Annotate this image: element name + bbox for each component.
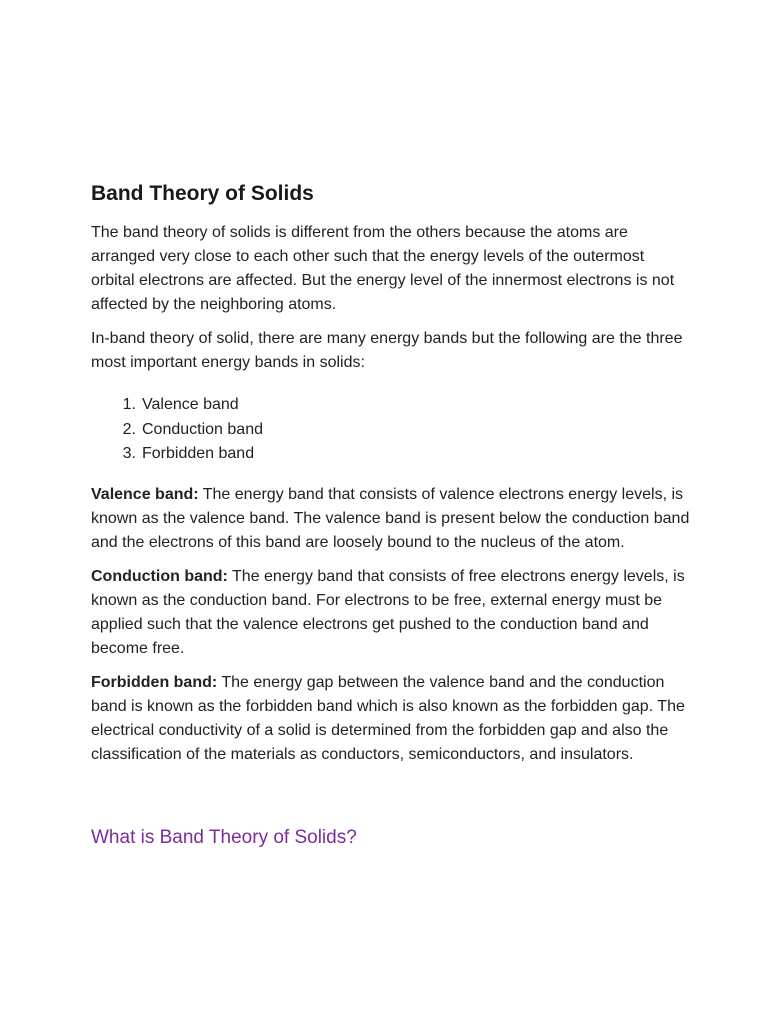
valence-band-definition bbox=[91, 483, 691, 555]
list-item bbox=[91, 442, 691, 467]
list-label: Valence band bbox=[142, 396, 239, 413]
list-number: 3. bbox=[122, 445, 136, 462]
list-number: 1. bbox=[122, 396, 136, 413]
definition-text: The energy band that consists of free electrons energy levels, is known as the conduction band. For electrons to be free, external energy must be applied such that the valence electrons get pushed to the conduction band and become free. bbox=[91, 567, 685, 657]
energy-bands-list bbox=[91, 393, 691, 467]
conduction-band-definition bbox=[91, 565, 691, 661]
intro-paragraph-2: In-band theory of solid, there are many energy bands but the following are the three most important energy bands in solids: bbox=[91, 330, 683, 371]
definition-term: Conduction band: bbox=[91, 567, 228, 585]
definition-text: The energy band that consists of valence electrons energy levels, is known as the valence band. The valence band is present below the conduction band and the electrons of this band are loosely bound to the nucleus of the atom. bbox=[91, 485, 690, 551]
page-title: Band Theory of Solids bbox=[91, 182, 314, 205]
list-item bbox=[91, 393, 691, 418]
list-label: Forbidden band bbox=[142, 445, 255, 462]
list-number: 2. bbox=[122, 420, 136, 438]
definition-term: Valence band: bbox=[91, 485, 199, 503]
list-label: Conduction band bbox=[142, 420, 263, 438]
document-page bbox=[91, 178, 691, 852]
list-item bbox=[91, 418, 691, 443]
definition-text: The energy gap between the valence band and the conduction band is known as the forbidden band which is also known as the forbidden gap. The electrical conductivity of a solid is determined from the forbidden gap and also the classification of the materials as conductors, semiconductors, and insulators. bbox=[91, 673, 685, 763]
section-heading: What is Band Theory of Solids? bbox=[91, 826, 357, 848]
intro-paragraph-1: The band theory of solids is different from the others because the atoms are arranged very close to each other such that the energy levels of the outermost orbital electrons are affected. But the energy level of the innermost electrons is not affected by the neighboring atoms. bbox=[91, 224, 675, 313]
definition-term: Forbidden band: bbox=[91, 673, 218, 691]
forbidden-band-definition bbox=[91, 671, 691, 767]
